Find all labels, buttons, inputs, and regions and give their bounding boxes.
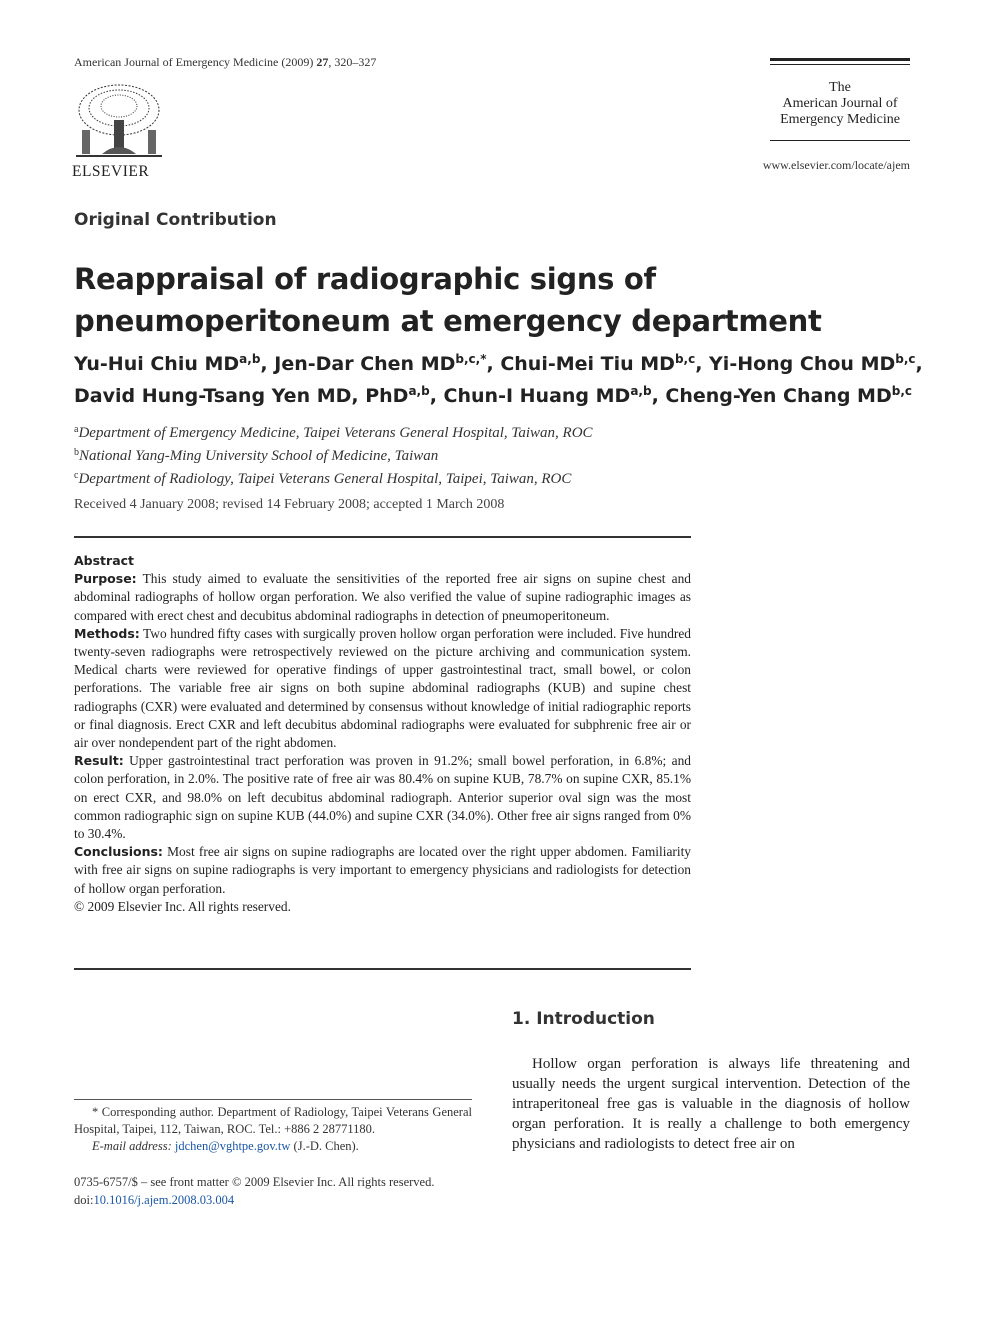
author-list	[74, 346, 934, 410]
journal-rule	[770, 140, 910, 141]
journal-rule	[770, 58, 910, 61]
elsevier-tree-icon	[72, 80, 166, 162]
publisher-logo-text: ELSEVIER	[72, 163, 150, 180]
author: Yi-Hong Chou MD$^{b,c}$,	[709, 352, 923, 375]
front-matter: 0735-6757/$ – see front matter © 2009 Elsevier Inc. All rights reserved. doi:10.1016/j.ajem.2008.03.004	[74, 1175, 435, 1207]
abstract-result: Result: Upper gastrointestinal tract perforation was proven in 91.2%; small bowel perforation, in 6.8%; and colon perforation, in 2.0%. The positive rate of free air was 80.4% on supine KUB, 78.7% on supine CXR, 85.1% on erect CXR, and 98.0% on left decubitus abdominal radiograph. Anterior superior oval sign was the most common radiographic sign on supine KUB (44.0%) and supine CXR (34.0%). Other free air signs ranged from 0% to 30.4%.	[74, 753, 691, 842]
abstract-rule-bottom	[74, 968, 691, 970]
article-dates: Received 4 January 2008; revised 14 February 2008; accepted 1 March 2008	[74, 497, 505, 512]
introduction-heading: 1. Introduction	[512, 1009, 655, 1029]
abstract-copyright: © 2009 Elsevier Inc. All rights reserved.	[74, 898, 291, 914]
affiliations	[74, 420, 593, 489]
corresponding-author-footnote: * Corresponding author. Department of Radiology, Taipei Veterans General Hospital, Taipei, 112, Taiwan, ROC. Tel.: +886 2 28771180. E-mail address: jdchen@vghtpe.gov.tw (J.-D. Chen).	[74, 1105, 472, 1153]
introduction-text: Hollow organ perforation is always life threatening and usually needs the urgent surgical intervention. Detection of the intraperitoneal free gas is valuable in the diagnosis of hollow organ perforation. It is really a challenge to both emergency physicians and radiologists to detect free air on	[512, 1056, 910, 1152]
elsevier-logo	[72, 80, 172, 181]
journal-url[interactable]: www.elsevier.com/locate/ajem	[762, 158, 910, 172]
author: Yu-Hui Chiu MD$^{a,b}$,	[74, 352, 275, 375]
author: Chui-Mei Tiu MD$^{b,c}$,	[500, 352, 710, 375]
affiliation: $^a$Department of Emergency Medicine, Taipei Veterans General Hospital, Taiwan, ROC	[74, 424, 593, 441]
journal-rule	[770, 64, 910, 65]
affiliation: $^c$Department of Radiology, Taipei Veterans General Hospital, Taipei, Taiwan, ROC	[74, 470, 572, 487]
abstract-methods: Methods: Two hundred fifty cases with surgically proven hollow organ perforation were included. Five hundred twenty-seven radiographs were retrospectively reviewed on the picture archiving and communication system. Medical charts were reviewed for operative findings of upper gastrointestinal tract, small bowel, or colon perforations. The variable free air signs on both supine abdominal radiographs (KUB) and supine chest radiographs (CXR) were evaluated and determined by consensus without knowledge of initial radiographic reports or final diagnosis. Erect CXR and left decubitus abdominal radiographs were evaluated for subphrenic free air or air over nondependent part of the right abdomen.	[74, 625, 691, 751]
email-link[interactable]: jdchen@vghtpe.gov.tw	[174, 1139, 291, 1153]
abstract-heading: Abstract	[74, 553, 135, 568]
author: Chun-I Huang MD$^{a,b}$,	[443, 384, 666, 407]
journal-citation: American Journal of Emergency Medicine (2009) 27, 320–327	[74, 55, 377, 69]
abstract-purpose: Purpose: This study aimed to evaluate the sensitivities of the reported free air signs on supine chest and abdominal radiographs of hollow organ perforation. We also verified the value of supine radiographic images as compared with erect chest and decubitus abdominal radiographs in detection of pneumoperitoneum.	[74, 571, 691, 623]
abstract-rule-top	[74, 536, 691, 538]
abstract-conclusions: Conclusions: Most free air signs on supine radiographs are located over the right upper abdomen. Familiarity with free air signs on supine radiographs is very important to emergency physicians and radiologists for detection of hollow organ perforation.	[74, 844, 691, 896]
journal-name: The American Journal of Emergency Medicine	[780, 80, 900, 127]
affiliation: $^b$National Yang-Ming University School of Medicine, Taiwan	[74, 447, 439, 464]
abstract	[74, 552, 691, 916]
author: Cheng-Yen Chang MD$^{b,c}$	[665, 384, 913, 407]
section-label: Original Contribution	[74, 210, 277, 230]
author: Jen-Dar Chen $MD^{b,c,*}$,	[274, 352, 501, 375]
author: David Hung-Tsang Yen MD, PhD$^{a,b}$,	[74, 384, 444, 407]
footnote-rule	[74, 1099, 472, 1100]
article-title: Reappraisal of radiographic signs of pneumoperitoneum at emergency department	[74, 262, 822, 338]
doi-link[interactable]: 10.1016/j.ajem.2008.03.004	[93, 1193, 235, 1207]
